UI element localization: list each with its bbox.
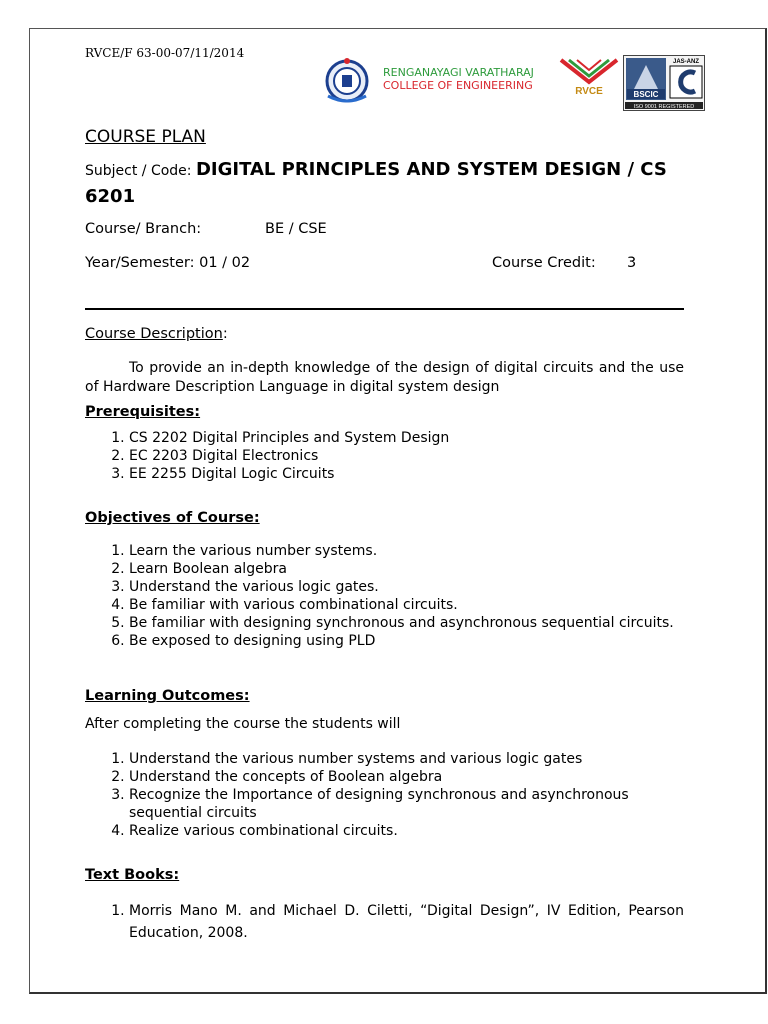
list-item: 2. Understand the concepts of Boolean algebra (129, 768, 684, 786)
list-item: 1. Learn the various number systems. (129, 542, 684, 560)
prerequisites-heading: Prerequisites: (85, 404, 201, 420)
list-item: 5. Be familiar with designing synchronous and asynchronous sequential circuits. (129, 614, 684, 632)
certification-logo (623, 55, 705, 111)
description-heading-wrap (85, 326, 228, 342)
cert-main-text: BSCIC (633, 90, 659, 99)
list-item: 3. Understand the various logic gates. (129, 578, 684, 596)
college-name-line1: RENGANAYAGI VARATHARAJ (383, 66, 534, 79)
description-colon: : (222, 326, 228, 342)
branch-value: BE / CSE (265, 221, 327, 237)
cert-top-text: JAS-ANZ (672, 59, 700, 65)
branch-label: Course/ Branch: (85, 221, 202, 237)
list-item: 1. Understand the various number systems and various logic gates (129, 750, 684, 768)
textbooks-list (85, 900, 684, 944)
list-item: 1. CS 2202 Digital Principles and System Design (129, 429, 684, 447)
outcomes-list (85, 750, 684, 840)
list-item: 2. EC 2203 Digital Electronics (129, 447, 684, 465)
list-item: 4. Realize various combinational circuits. (129, 822, 684, 840)
subject-value: DIGITAL PRINCIPLES AND SYSTEM DESIGN / CS 6201 (85, 159, 667, 207)
outcomes-heading: Learning Outcomes: (85, 688, 250, 704)
textbooks-heading: Text Books: (85, 867, 180, 883)
college-name (383, 66, 534, 92)
divider (85, 308, 684, 310)
rvce-logo-text: RVCE (575, 86, 603, 97)
subject-label: Subject / Code: (85, 163, 196, 179)
objectives-list (85, 542, 684, 650)
list-item: 1. Morris Mano M. and Michael D. Ciletti, “Digital Design”, IV Edition, Pearson Education, 2008. (129, 900, 684, 944)
list-item: 2. Learn Boolean algebra (129, 560, 684, 578)
college-name-line2: COLLEGE OF ENGINEERING (383, 79, 533, 92)
list-item: 3. Recognize the Importance of designing synchronous and asynchronous sequential circuits (129, 786, 684, 822)
credit-label: Course Credit: (492, 255, 596, 271)
cert-bottom-text: ISO 9001 REGISTERED (633, 104, 695, 110)
rvce-logo (557, 56, 621, 98)
college-emblem-logo (322, 56, 372, 106)
prerequisites-list (85, 429, 684, 483)
form-code: RVCE/F 63-00-07/11/2014 (85, 46, 245, 60)
list-item: 3. EE 2255 Digital Logic Circuits (129, 465, 684, 483)
description-text: To provide an in-depth knowledge of the design of digital circuits and the use of Hardware Description Language in digital system design (85, 360, 684, 395)
page-title: COURSE PLAN (85, 127, 206, 147)
objectives-heading: Objectives of Course: (85, 510, 260, 526)
outcomes-intro: After completing the course the students will (85, 716, 401, 732)
subject-line (85, 157, 685, 209)
description-heading: Course Description (85, 326, 223, 342)
year-semester: Year/Semester: 01 / 02 (85, 255, 251, 271)
credit-value: 3 (627, 255, 637, 271)
list-item: 4. Be familiar with various combinational circuits. (129, 596, 684, 614)
list-item: 6. Be exposed to designing using PLD (129, 632, 684, 650)
